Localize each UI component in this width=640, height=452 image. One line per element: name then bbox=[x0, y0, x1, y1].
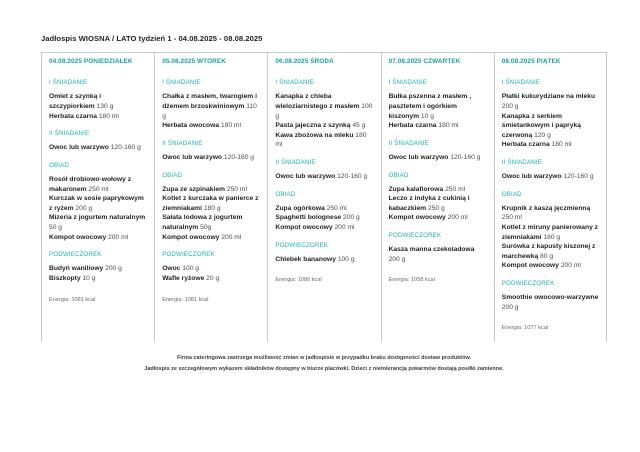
meal-item-name: Budyń waniliowy bbox=[49, 265, 104, 273]
meal-item bbox=[49, 143, 147, 153]
meal-item-name: Omlet z szynką i szczypiorkiem bbox=[49, 93, 102, 110]
meal-item-name: Herbata czarna bbox=[501, 141, 550, 149]
meal-block bbox=[49, 130, 147, 153]
meal-item-name: Kanapka z chleba wieloziarnistego z masłem bbox=[275, 93, 360, 110]
meal-item-name: Owoc lub warzywo bbox=[501, 173, 562, 181]
day-column bbox=[154, 53, 267, 342]
day-header: 07.08.2025 CZWARTEK bbox=[388, 58, 461, 65]
meal-block bbox=[389, 232, 487, 264]
meal-item bbox=[49, 92, 147, 111]
meal-item-name: Bułka pszenna z masłem , pasztetem i ogórkiem kiszonym bbox=[388, 93, 472, 120]
day-column bbox=[494, 53, 607, 342]
meal-item-quantity: 180 ml bbox=[220, 122, 241, 130]
meal-item-name: Kompot owocowy bbox=[501, 262, 559, 270]
meal-block bbox=[502, 280, 599, 312]
meal-item bbox=[502, 140, 599, 150]
meal-item bbox=[49, 264, 147, 274]
meal-item bbox=[389, 153, 487, 163]
meal-item-quantity: 250 ml bbox=[226, 185, 247, 193]
meal-item-name: Zupa ze szpinakiem bbox=[162, 185, 225, 193]
meal-item-quantity: 20 g bbox=[206, 274, 220, 282]
meal-item-list bbox=[502, 204, 599, 271]
meal-item-name: Biszkopty bbox=[49, 274, 81, 282]
meal-item-quantity: 180 ml bbox=[98, 112, 119, 120]
meal-item-quantity: 100 g bbox=[337, 255, 355, 263]
meal-item-name: Spaghetti bolognese bbox=[275, 214, 342, 222]
meal-item bbox=[502, 172, 599, 182]
meal-title: I ŚNIADANIE bbox=[275, 79, 314, 87]
meal-block bbox=[162, 251, 260, 283]
meal-item-quantity: 10 g bbox=[420, 112, 434, 120]
meal-block bbox=[502, 191, 599, 271]
meal-item-name: Herbata czarna bbox=[49, 112, 97, 120]
meal-item bbox=[49, 274, 147, 284]
meal-item-name: Kompot owocowy bbox=[388, 214, 446, 222]
day-header: 08.08.2025 PIĄTEK bbox=[501, 58, 561, 65]
meal-item bbox=[275, 255, 373, 265]
meal-item bbox=[275, 131, 373, 150]
meal-item bbox=[389, 185, 487, 195]
meal-item-name: Mizeria z jogurtem naturalnym bbox=[49, 214, 146, 222]
meal-item-list bbox=[502, 293, 599, 312]
meal-title: PODWIECZOREK bbox=[275, 241, 329, 249]
weekly-menu-table bbox=[41, 52, 607, 342]
meal-item-quantity: 200 g bbox=[501, 103, 519, 110]
footer-notes bbox=[41, 355, 607, 373]
meal-item bbox=[389, 121, 487, 131]
footer-line-2: Jadłospis ze szczegółowym wykazem składników dostępny w biurze placówki. Dzieci z nietolerancją pokarmów dostają posiłki zamienne. bbox=[144, 365, 504, 372]
meal-block bbox=[502, 79, 599, 150]
meal-item-name: Herbata czarna bbox=[388, 122, 437, 130]
meal-item-quantity: 200 ml bbox=[334, 224, 355, 231]
meal-title: I ŚNIADANIE bbox=[501, 79, 541, 87]
meal-item-quantity: 200 g bbox=[501, 303, 519, 311]
meal-item-list bbox=[275, 92, 373, 149]
meal-block bbox=[275, 242, 373, 265]
meal-item-quantity: 250 g bbox=[427, 204, 445, 212]
meal-item-quantity: 120-160 g bbox=[450, 153, 481, 161]
meal-item bbox=[502, 223, 599, 242]
meal-item-name: Kanapka z serkiem śmietankowym i papryką czerwoną bbox=[501, 112, 581, 139]
meal-item-name: Rosół drobiowo-wołowy z makaronem bbox=[49, 176, 132, 193]
meal-item bbox=[49, 112, 147, 122]
meal-item bbox=[49, 233, 147, 243]
meal-block bbox=[49, 251, 147, 283]
daily-energy: Energia: 1077 kcal bbox=[501, 325, 549, 332]
meal-item bbox=[49, 213, 147, 232]
meal-item-name: Sałata lodowa z jogurtem naturalnym bbox=[162, 214, 243, 231]
meal-item-quantity: 180 ml bbox=[438, 122, 459, 130]
meal-item-name: Owoc lub warzywo bbox=[275, 173, 336, 181]
meal-block bbox=[389, 172, 487, 224]
meal-item bbox=[162, 264, 260, 274]
meal-item-name: Owoc lub warzywo bbox=[162, 153, 223, 161]
meal-item-name: Kurczak w sosie paprykowym z ryżem bbox=[49, 195, 144, 212]
meal-item bbox=[502, 293, 599, 312]
meal-block bbox=[49, 162, 147, 242]
meal-title: OBIAD bbox=[388, 171, 409, 179]
meal-item bbox=[162, 213, 260, 232]
meal-item-quantity: 110 g bbox=[162, 103, 257, 120]
meal-item-quantity: 80 g bbox=[540, 252, 554, 260]
meal-item bbox=[389, 194, 487, 213]
meal-item bbox=[49, 175, 147, 194]
meal-item-quantity: 160 g bbox=[543, 233, 561, 241]
day-header: 04.08.2025 PONIEDZIAŁEK bbox=[49, 58, 133, 65]
meal-block bbox=[49, 79, 147, 121]
meal-block bbox=[389, 140, 487, 163]
meal-item bbox=[275, 121, 373, 131]
meal-item-quantity: 200 ml bbox=[108, 233, 129, 241]
meal-item-quantity: 180 ml bbox=[551, 141, 572, 149]
meal-item bbox=[49, 194, 147, 213]
meal-block bbox=[162, 140, 260, 163]
meal-title: II ŚNIADANIE bbox=[501, 158, 543, 166]
meal-item-list bbox=[49, 143, 147, 153]
meal-item-quantity: 200 ml bbox=[221, 233, 242, 241]
meal-item-quantity: 100 g bbox=[275, 103, 373, 120]
meal-block bbox=[502, 159, 599, 182]
meal-item-list bbox=[162, 264, 260, 283]
meal-item bbox=[275, 223, 373, 233]
meal-item-quantity: 50g bbox=[200, 224, 212, 231]
meal-title: II ŚNIADANIE bbox=[49, 130, 90, 138]
meal-item-quantity: 200 g bbox=[388, 255, 406, 263]
meal-item-name: Kompot owocowy bbox=[162, 233, 220, 241]
meal-block bbox=[389, 79, 487, 131]
meal-item bbox=[162, 274, 260, 284]
meal-item bbox=[502, 242, 599, 261]
daily-energy: Energia: 1081 kcal bbox=[162, 296, 209, 303]
meal-item-name: Smoothie owocowo-warzywne bbox=[501, 294, 599, 302]
meal-item-name: Płatki kukurydziane na mleku bbox=[501, 93, 596, 101]
meal-item bbox=[162, 233, 260, 243]
meal-item-name: Owoc bbox=[162, 265, 181, 273]
meal-title: PODWIECZOREK bbox=[162, 251, 215, 259]
meal-item-quantity: 130 g bbox=[96, 103, 114, 110]
meal-item-name: Zupa ogórkowa bbox=[275, 204, 325, 212]
meal-item-list bbox=[389, 92, 487, 130]
meal-item-quantity: 180 ml bbox=[275, 131, 367, 149]
meal-item-name: Kasza manna czekoladowa bbox=[388, 246, 475, 254]
meal-item-quantity: 120-160 g bbox=[563, 173, 594, 181]
meal-item bbox=[162, 194, 260, 213]
meal-item-name: Kompot owocowy bbox=[275, 224, 333, 231]
meal-item-quantity: 200 g bbox=[105, 265, 122, 273]
meal-item-list bbox=[389, 245, 487, 264]
meal-item-name: Krupnik z kaszą jęczmienną bbox=[501, 204, 591, 212]
meal-item-quantity: 200 ml bbox=[447, 214, 468, 222]
meal-item-name: Owoc lub warzywo bbox=[49, 144, 109, 152]
meal-item-name: Pasta jajeczna z szynką bbox=[275, 122, 351, 130]
meal-block bbox=[162, 79, 260, 131]
day-column bbox=[267, 53, 380, 342]
meal-item-quantity: 100 g bbox=[182, 265, 200, 273]
meal-item bbox=[162, 121, 260, 131]
meal-item-name: Herbata owocowa bbox=[162, 122, 220, 130]
meal-item-list bbox=[49, 92, 147, 121]
meal-item-name: Chlebek bananowy bbox=[275, 255, 336, 263]
meal-item-quantity: 50 g bbox=[49, 224, 63, 231]
meal-item-list bbox=[275, 204, 373, 233]
meal-item bbox=[389, 213, 487, 223]
page-title: Jadłospis WIOSNA / LATO tydzień 1 - 04.08.2025 - 08.08.2025 bbox=[41, 34, 263, 43]
meal-item-name: Leczo z indyka z cukinią i kabaczkiem bbox=[388, 195, 470, 212]
day-column bbox=[381, 53, 494, 342]
meal-item-quantity: 200 g bbox=[343, 214, 360, 222]
meal-title: I ŚNIADANIE bbox=[49, 79, 88, 87]
meal-block bbox=[162, 172, 260, 243]
meal-item-list bbox=[389, 153, 487, 163]
meal-title: OBIAD bbox=[162, 171, 183, 179]
meal-item bbox=[502, 92, 599, 111]
meal-item bbox=[389, 92, 487, 121]
meal-item-list bbox=[49, 175, 147, 242]
meal-item-quantity: 120 g bbox=[534, 131, 551, 139]
daily-energy: Energia: 1081 kcal bbox=[49, 296, 96, 303]
footer-line-1: Firma cateringowa zastrzega możliwość zmian w jadłospisie w przypadku braku dostępności dostaw produktów. bbox=[176, 355, 472, 362]
meal-item-quantity: 45 g bbox=[352, 122, 366, 130]
daily-energy: Energia: 1058 kcal bbox=[388, 277, 435, 284]
meal-item-quantity: 200 g bbox=[75, 204, 93, 212]
meal-item-quantity: 120-160 g bbox=[223, 153, 254, 161]
meal-title: PODWIECZOREK bbox=[501, 279, 555, 287]
meal-item-quantity: 10 g bbox=[82, 274, 96, 282]
meal-title: II ŚNIADANIE bbox=[275, 158, 316, 166]
meal-item bbox=[389, 245, 487, 264]
meal-item bbox=[275, 213, 373, 223]
meal-title: PODWIECZOREK bbox=[49, 251, 102, 259]
meal-item-name: Chałka z masłem, twarogiem i dżemem brzoskwiniowym bbox=[162, 93, 257, 110]
meal-item-name: Zupa kalafiorowa bbox=[388, 185, 444, 193]
meal-item-name: Surówka z kapusty kiszonej z marchewką bbox=[501, 243, 596, 260]
meal-title: I ŚNIADANIE bbox=[162, 79, 201, 87]
meal-item-list bbox=[162, 153, 260, 163]
meal-item-quantity: 250 ml bbox=[88, 185, 109, 193]
meal-item-list bbox=[502, 92, 599, 149]
meal-title: OBIAD bbox=[501, 190, 522, 198]
meal-item-quantity: 250 ml bbox=[445, 185, 466, 193]
day-header: 05.08.2025 WTOREK bbox=[162, 58, 226, 65]
meal-item bbox=[275, 92, 373, 121]
meal-item-name: Kompot owocowy bbox=[49, 233, 107, 241]
meal-item-name: Kotlet z kurczaka w panierce z ziemniakami bbox=[162, 195, 259, 212]
meal-item-quantity: 120-160 g bbox=[337, 173, 368, 181]
meal-item bbox=[502, 204, 599, 223]
meal-item bbox=[275, 204, 373, 214]
day-column bbox=[41, 53, 154, 342]
meal-item-name: Wafle ryżowe bbox=[162, 274, 205, 282]
meal-item-quantity: 200 ml bbox=[560, 262, 581, 270]
meal-title: OBIAD bbox=[49, 161, 70, 169]
meal-item bbox=[162, 92, 260, 121]
meal-item bbox=[162, 185, 260, 195]
meal-item bbox=[275, 172, 373, 182]
meal-item-list bbox=[162, 92, 260, 130]
meal-item-quantity: 120-160 g bbox=[110, 144, 141, 152]
meal-item-name: Kawa zbożowa na mleku bbox=[275, 131, 354, 139]
meal-item-list bbox=[162, 185, 260, 242]
meal-item-quantity: 180 g bbox=[203, 204, 221, 212]
meal-title: II ŚNIADANIE bbox=[388, 139, 429, 147]
meal-title: II ŚNIADANIE bbox=[162, 139, 203, 147]
meal-title: OBIAD bbox=[275, 190, 296, 198]
meal-item-name: Owoc lub warzywo bbox=[388, 153, 449, 161]
meal-item-list bbox=[49, 264, 147, 283]
meal-item-list bbox=[275, 255, 373, 265]
meal-item-name: Kotlet z miruny panierowany z ziemniakami bbox=[501, 224, 598, 241]
meal-item bbox=[502, 112, 599, 141]
meal-item bbox=[162, 153, 260, 163]
daily-energy: Energia: 1080 kcal bbox=[275, 277, 322, 284]
meal-item-list bbox=[389, 185, 487, 223]
meal-title: PODWIECZOREK bbox=[388, 232, 442, 239]
meal-item bbox=[502, 261, 599, 271]
meal-block bbox=[275, 79, 373, 150]
meal-item-quantity: 250 ml bbox=[326, 204, 347, 212]
meal-block bbox=[275, 159, 373, 182]
meal-item-list bbox=[275, 172, 373, 182]
meal-block bbox=[275, 191, 373, 233]
meal-title: I ŚNIADANIE bbox=[388, 79, 428, 87]
meal-item-list bbox=[502, 172, 599, 182]
day-header: 06.08.2025 ŚRODA bbox=[275, 58, 334, 65]
meal-item-quantity: 250 ml bbox=[501, 214, 522, 222]
